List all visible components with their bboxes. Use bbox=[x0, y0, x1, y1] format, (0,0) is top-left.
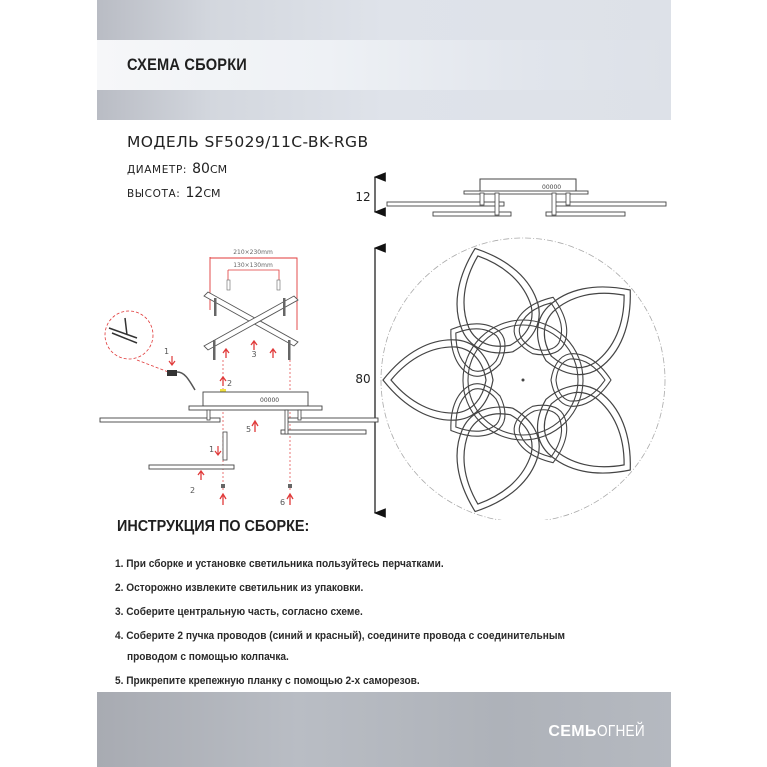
page-title: СХЕМА СБОРКИ bbox=[127, 55, 247, 74]
brand-logo bbox=[548, 723, 653, 741]
technical-drawing bbox=[97, 150, 671, 520]
bracket-outer-dimension: 210×230mm bbox=[233, 249, 273, 256]
side-view bbox=[355, 177, 666, 216]
height-unit: СМ bbox=[203, 187, 221, 200]
height-label: ВЫСОТА: bbox=[127, 188, 181, 200]
callout-5: 5 bbox=[246, 425, 252, 434]
svg-text:00000: 00000 bbox=[542, 184, 562, 191]
diameter-value: 80 bbox=[192, 161, 210, 177]
bracket-inner-dimension: 130×130mm bbox=[233, 262, 273, 269]
step-text-continued: проводом с помощью колпачка. bbox=[126, 651, 289, 663]
exploded-view bbox=[100, 249, 378, 507]
logo-light: ОГНЕЙ bbox=[596, 723, 645, 740]
step-text: 4. Соберите 2 пучка проводов (синий и красный), соедините провода с соединительным bbox=[115, 630, 565, 642]
diameter-label: ДИАМЕТР: bbox=[127, 164, 188, 176]
instruction-step bbox=[115, 674, 630, 688]
model-label: МОДЕЛЬ bbox=[127, 133, 200, 151]
callout-6: 6 bbox=[280, 498, 286, 507]
instruction-step bbox=[115, 557, 630, 571]
logo-bold: СЕМЬ bbox=[548, 723, 597, 740]
top-view bbox=[381, 235, 665, 520]
callout-2-top: 2 bbox=[227, 379, 233, 388]
svg-text:00000: 00000 bbox=[260, 397, 280, 404]
callout-2-lower: 2 bbox=[190, 486, 196, 495]
instruction-step bbox=[115, 605, 630, 619]
step-text: 1. При сборке и установке светильника пользуйтесь перчатками. bbox=[115, 558, 444, 570]
model-line bbox=[127, 133, 369, 151]
height-value: 12 bbox=[185, 185, 204, 201]
diameter-dimension: 80 bbox=[355, 372, 371, 386]
step-text: 5. Прикрепите крепежную планку с помощью 2-х саморезов. bbox=[115, 675, 420, 687]
instructions-title: ИНСТРУКЦИЯ ПО СБОРКЕ: bbox=[117, 518, 310, 535]
footer-band bbox=[97, 692, 671, 767]
height-dimension: 12 bbox=[355, 190, 371, 204]
assembly-sheet bbox=[97, 0, 671, 767]
header-band bbox=[97, 0, 671, 120]
step-text: 2. Осторожно извлеките светильник из упаковки. bbox=[115, 582, 364, 594]
step-text: 3. Соберите центральную часть, согласно схеме. bbox=[115, 606, 363, 618]
instruction-step bbox=[115, 581, 630, 595]
callout-3: 3 bbox=[251, 350, 257, 359]
diameter-unit: СМ bbox=[209, 163, 228, 176]
callout-1-top: 1 bbox=[164, 347, 170, 356]
model-code: SF5029/11C-BK-RGB bbox=[204, 133, 369, 151]
callout-1-lower: 1 bbox=[209, 445, 215, 454]
instruction-step bbox=[115, 629, 630, 664]
diameter-dimension-line bbox=[355, 248, 375, 513]
